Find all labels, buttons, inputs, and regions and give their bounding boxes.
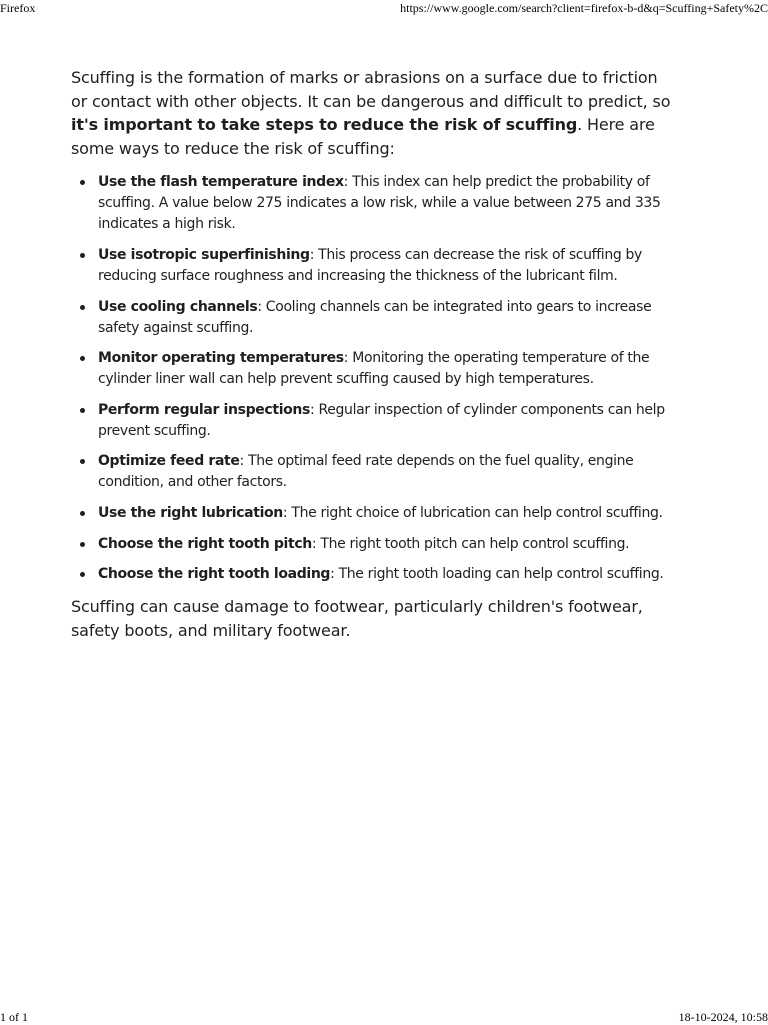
list-item xyxy=(71,245,671,287)
bullet-icon xyxy=(80,253,85,258)
print-header xyxy=(0,0,768,16)
list-item xyxy=(71,451,671,493)
list-item-term: Choose the right tooth pitch xyxy=(98,535,312,552)
bullet-icon xyxy=(80,180,85,185)
list-item-term: Use the right lubrication xyxy=(98,504,283,521)
list-item-term: Optimize feed rate xyxy=(98,453,240,470)
list-item-text: : Cooling channels can be integrated into gears to increase safety against scuffing. xyxy=(98,298,652,336)
list-item xyxy=(71,400,671,442)
intro-emphasis: it's important to take steps to reduce the risk of scuffing xyxy=(71,115,578,135)
bullet-icon xyxy=(80,305,85,310)
bullet-icon xyxy=(80,542,85,547)
intro-text-start: Scuffing is the formation of marks or abrasions on a surface due to friction or contact with other objects. It can be dangerous and difficult to predict, so xyxy=(71,68,671,111)
list-item-term: Use the flash temperature index xyxy=(98,174,344,191)
header-url: https://www.google.com/search?client=firefox-b-d&q=Scuffing+Safety%2C xyxy=(400,1,768,15)
print-footer xyxy=(0,1009,768,1025)
list-item xyxy=(71,564,671,585)
footer-timestamp: 18-10-2024, 10:58 xyxy=(678,1010,768,1024)
list-item-term: Perform regular inspections xyxy=(98,401,311,418)
list-item-text: : The optimal feed rate depends on the fuel quality, engine condition, and other factors. xyxy=(98,453,634,491)
bullet-icon xyxy=(80,572,85,577)
bullet-icon xyxy=(80,408,85,413)
list-item xyxy=(71,503,671,524)
header-app-name: Firefox xyxy=(0,1,36,15)
bullet-icon xyxy=(80,459,85,464)
list-item-text: : Monitoring the operating temperature of the cylinder liner wall can help prevent scuffing caused by high temperatures. xyxy=(98,350,650,388)
list-item xyxy=(71,534,671,555)
list-item-term: Use cooling channels xyxy=(98,298,258,315)
list-item-text: : The right tooth loading can help control scuffing. xyxy=(330,566,664,583)
list-item-text: : Regular inspection of cylinder components can help prevent scuffing. xyxy=(98,401,665,439)
article-content xyxy=(71,66,671,642)
intro-paragraph xyxy=(71,66,671,160)
footer-page-count: 1 of 1 xyxy=(0,1010,28,1024)
tips-list xyxy=(71,172,671,585)
list-item-text: : This process can decrease the risk of scuffing by reducing surface roughness and increasing the thickness of the lubricant film. xyxy=(98,246,642,284)
list-item-term: Choose the right tooth loading xyxy=(98,566,331,583)
list-item xyxy=(71,172,671,235)
list-item xyxy=(71,348,671,390)
bullet-icon xyxy=(80,511,85,516)
list-item-text: : The right tooth pitch can help control scuffing. xyxy=(311,535,630,552)
list-item-term: Use isotropic superfinishing xyxy=(98,246,310,263)
bullet-icon xyxy=(80,356,85,361)
list-item-text: : The right choice of lubrication can help control scuffing. xyxy=(282,504,663,521)
closing-paragraph: Scuffing can cause damage to footwear, particularly children's footwear, safety boots, and military footwear. xyxy=(71,597,643,640)
list-item xyxy=(71,297,671,339)
list-item-text: : This index can help predict the probability of scuffing. A value below 275 indicates a low risk, while a value between 275 and 335 indicates a high risk. xyxy=(98,174,661,233)
intro-text-end: . Here are some ways to reduce the risk of scuffing: xyxy=(71,115,655,158)
list-item-term: Monitor operating temperatures xyxy=(98,350,344,367)
